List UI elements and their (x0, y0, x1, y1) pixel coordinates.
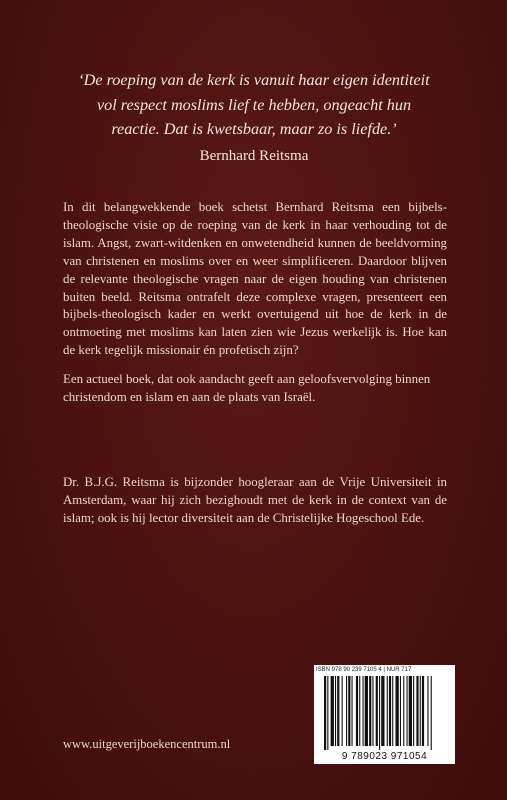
barcode-bar (356, 676, 358, 746)
barcode-bar (409, 676, 412, 746)
barcode-bar (396, 676, 399, 746)
barcode-bar (365, 676, 368, 746)
barcode-bar (400, 676, 401, 746)
barcode-bar (372, 676, 373, 746)
barcode-bar (381, 676, 384, 746)
barcode-bar (359, 676, 360, 746)
barcode-bar (422, 676, 424, 746)
barcode-bar (363, 676, 364, 746)
barcode-bar (379, 676, 380, 750)
barcode-bar (416, 676, 418, 746)
barcode-bar (335, 676, 336, 746)
barcode-bar (403, 676, 404, 746)
barcode-bar (376, 676, 378, 746)
blurb-paragraph-2: Een actueel boek, dat ook aandacht geeft aan geloofsvervolging binnen christendom en islam en aan de plaats van Israël. (63, 372, 431, 404)
pull-quote: ‘De roeping van de kerk is vanuit haar eigen identiteit vol respect moslims lief te hebben, ongeacht hun reactie. Dat is kwetsbaar, maar zo is liefde.’ (78, 71, 430, 138)
barcode-bar (420, 676, 421, 746)
barcode-bar (407, 676, 408, 746)
barcode-bar (327, 676, 328, 750)
barcode-bar (431, 676, 432, 750)
barcode-bar (346, 676, 347, 746)
barcode-bar (324, 676, 326, 750)
barcode-number: 9 789023 971054 (341, 751, 428, 762)
barcode-bar (392, 676, 393, 746)
barcode-bar (387, 676, 388, 746)
barcode-bar (427, 676, 428, 746)
barcode-bar (369, 676, 371, 746)
barcode-bar (389, 676, 391, 746)
barcode-bar (331, 676, 334, 746)
author-bio: Dr. B.J.G. Reitsma is bijzonder hoogleraar aan de Vrije Universiteit in Amsterdam, waar hij zich bezighoudt met de kerk in de context van de islam; ook is hij lector diversiteit aan de Christelijke Hogeschool Ede. (63, 475, 447, 525)
barcode-bar (413, 676, 414, 746)
barcode-bar (337, 676, 339, 746)
barcode-bar (348, 676, 350, 746)
barcode-bar (352, 676, 353, 746)
barcode-bar (342, 676, 343, 746)
isbn-nur-line: ISBN 978 90 239 7105 4 | NUR 717 (316, 667, 412, 673)
publisher-website[interactable]: www.uitgeverijboekencentrum.nl (63, 737, 231, 751)
blurb-paragraph: In dit belangwekkende boek schetst Bernhard Reitsma een bijbels-theologische visie op de roeping van de kerk in haar verhouding tot de islam. Angst, zwart-witdenken en onwetendheid kunnen de beeldvorming van christenen en moslims over en weer simplificeren. Daardoor blijven de relevante theologische vragen naar de eigen houding van christenen buiten beeld. Reitsma ontrafelt deze complexe vragen, presenteert een bijbels-theologisch kader en werkt overtuigend uit hoe de kerk in de ontmoeting met moslims kan laten zien wie Jezus werkelijk is. Hoe kan de kerk tegelijk missionair én profetisch zijn? (63, 200, 447, 358)
quote-author: Bernhard Reitsma (199, 148, 309, 164)
barcode-icon (322, 676, 448, 750)
